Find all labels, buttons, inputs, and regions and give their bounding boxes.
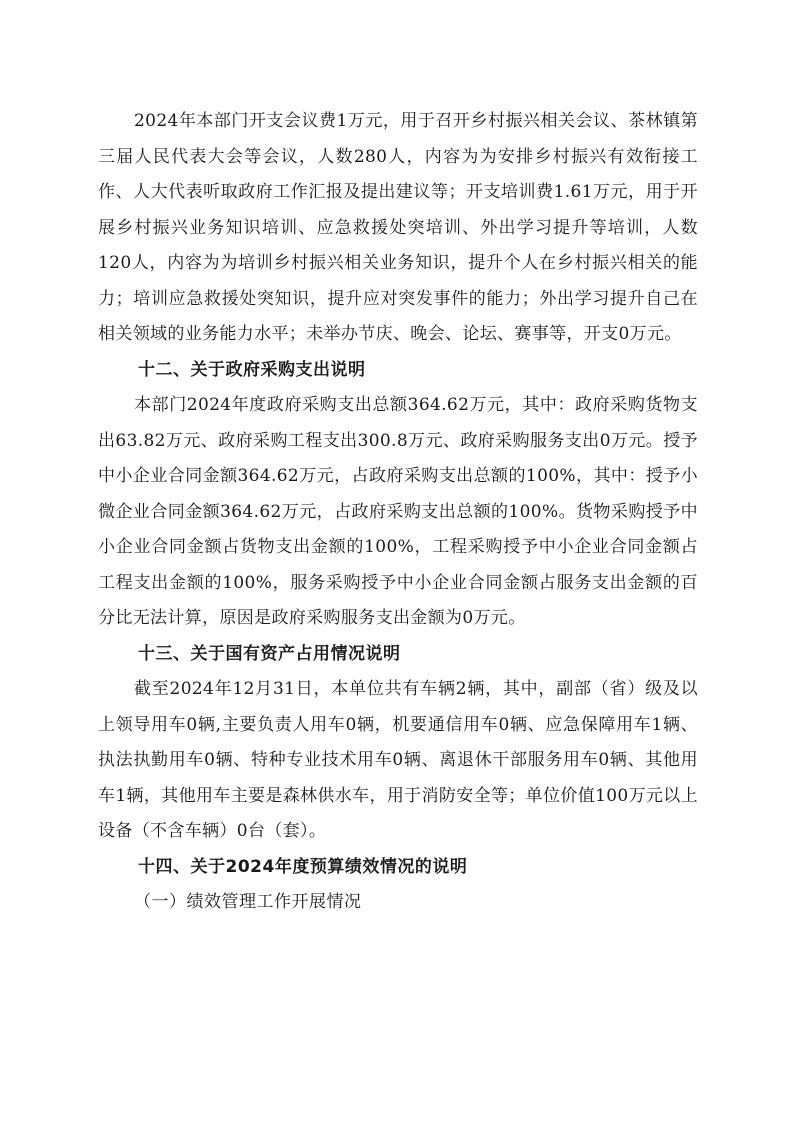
- subsection-1-heading: （一）绩效管理工作开展情况: [134, 892, 362, 912]
- document-content: [98, 104, 698, 921]
- section-14-heading: 十四、关于2024年度预算绩效情况的说明: [138, 856, 468, 877]
- assets-paragraph: 截至2024年12月31日，本单位共有车辆2辆，其中，副部（省）级及以上领导用车0辆,主要负责人用车0辆，机要通信用车0辆、应急保障用车1辆、执法执勤用车0辆、特种专业技术用车0辆、离退休干部服务用车0辆、其他用车1辆，其他用车主要是森林供水车，用于消防安全等；单位价值100万元以上设备（不含车辆）0台（套）。: [98, 679, 698, 841]
- section-13-heading: 十三、关于国有资产占用情况说明: [138, 643, 401, 664]
- procurement-paragraph: 本部门2024年度政府采购支出总额364.62万元，其中：政府采购货物支出63.82万元、政府采购工程支出300.8万元、政府采购服务支出0万元。授予中小企业合同金额364.62万元，占政府采购支出总额的100%，其中：授予小微企业合同金额364.62万元，占政府采购支出总额的100%。货物采购授予中小企业合同金额占货物支出金额的100%，工程采购授予中小企业合同金额占工程支出金额的100%，服务采购授予中小企业合同金额占服务支出金额的百分比无法计算，原因是政府采购服务支出金额为0万元。: [98, 395, 698, 628]
- meeting-training-paragraph: 2024年本部门开支会议费1万元，用于召开乡村振兴相关会议、茶林镇第三届人民代表大会等会议，人数280人，内容为为安排乡村振兴有效衔接工作、人大代表听取政府工作汇报及提出建议等；开支培训费1.61万元，用于开展乡村振兴业务知识培训、应急救援处突培训、外出学习提升等培训，人数120人，内容为为培训乡村振兴相关业务知识，提升个人在乡村振兴相关的能力；培训应急救援处突知识，提升应对突发事件的能力；外出学习提升自己在相关领域的业务能力水平；未举办节庆、晚会、论坛、赛事等，开支0万元。: [98, 111, 698, 344]
- section-12-heading: 十二、关于政府采购支出说明: [138, 359, 366, 380]
